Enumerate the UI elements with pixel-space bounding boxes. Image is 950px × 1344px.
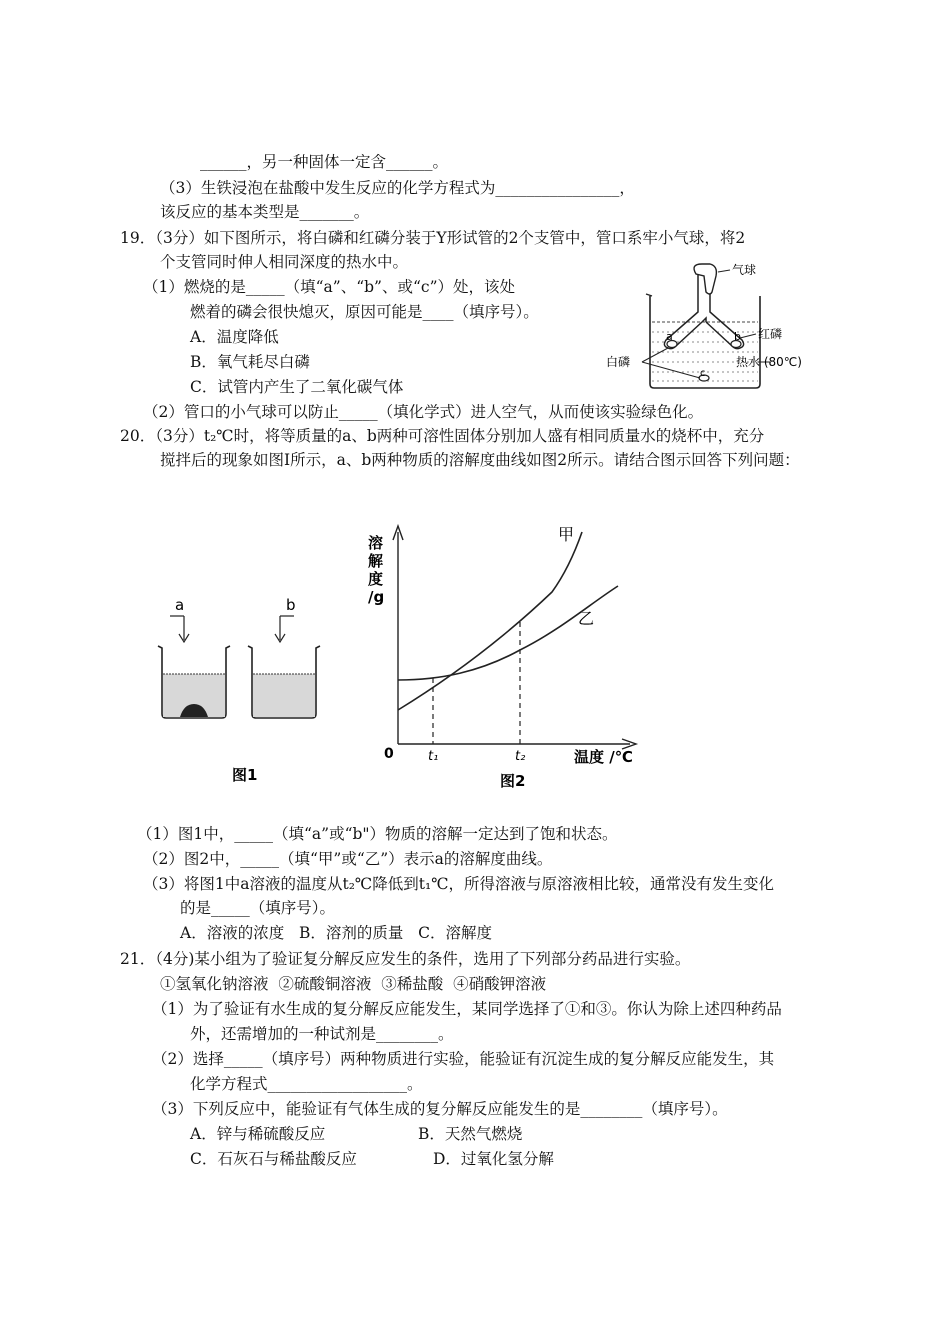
t1-label: t₁ xyxy=(428,749,439,764)
y-tube-apparatus-figure xyxy=(606,262,820,392)
origin-label: 0 xyxy=(384,746,394,762)
q20-part3-line1: （3）将图1中a溶液的温度从t₂℃降低到t₁℃，所得溶液与原溶液相比较，通常没有发生变化 xyxy=(143,875,775,893)
beaker-b-solution xyxy=(253,674,315,717)
q21-option-a: A．锌与稀硫酸反应 xyxy=(190,1125,326,1143)
q21-option-d: D．过氧化氢分解 xyxy=(433,1150,554,1168)
fig1-label-b: b xyxy=(286,596,296,614)
q18-blank-line: ______，另一种固体一定含______。 xyxy=(200,153,449,171)
q21-option-c: C．石灰石与稀盐酸反应 xyxy=(190,1150,357,1168)
q19-stem-line1: 19．（3分）如下图所示，将白磷和红磷分装于Y形试管的2个支管中，管口系牢小气球，将2 xyxy=(120,229,746,247)
y-label-1: 溶 xyxy=(368,534,384,552)
q19-option-c: C．试管内产生了二氧化碳气体 xyxy=(190,378,404,396)
q19-part1-line1: （1）燃烧的是_____（填“a”、“b”、或“c”）处，该处 xyxy=(143,278,516,296)
q18-part3-line1: （3）生铁浸泡在盐酸中发生反应的化学方程式为________________， xyxy=(160,179,635,197)
q21-part2-line1: （2）选择_____（填序号）两种物质进行实验，能验证有沉淀生成的复分解反应能发生，其 xyxy=(152,1050,775,1068)
red-phosphorus-label: 红磷 xyxy=(758,327,783,341)
q21-part3: （3）下列反应中，能验证有气体生成的复分解反应能发生的是________（填序号）。 xyxy=(152,1100,728,1118)
x-axis-label: 温度 /℃ xyxy=(574,748,633,766)
y-label-4: /g xyxy=(368,588,385,606)
q20-part2: （2）图2中，_____（填“甲”或“乙”）表示a的溶解度曲线。 xyxy=(143,850,553,868)
point-b-label: b xyxy=(734,330,741,343)
q20-stem-line1: 20．（3分）t₂℃时，将等质量的a、b两种可溶性固体分别加人盛有相同质量水的烧杯中，充分 xyxy=(120,427,765,445)
fig1-label-a: a xyxy=(175,596,185,614)
fig1-caption: 图1 xyxy=(232,766,258,784)
q19-option-b: B．氧气耗尽白磷 xyxy=(190,353,310,371)
q21-reagents: ①氢氧化钠溶液 ②硫酸铜溶液 ③稀盐酸 ④硝酸钾溶液 xyxy=(160,975,547,993)
figure-1-beakers xyxy=(150,590,330,790)
point-c-label: c xyxy=(700,368,706,379)
q21-part1-line2: 外，还需增加的一种试剂是________。 xyxy=(190,1025,454,1043)
q21-part2-line2: 化学方程式__________________。 xyxy=(190,1075,423,1093)
q21-part1-line1: （1）为了验证有水生成的复分解反应能发生，某同学选择了①和③。你认为除上述四种药品 xyxy=(152,1000,782,1018)
y-label-3: 度 xyxy=(368,570,384,588)
q19-part2: （2）管口的小气球可以防止_____（填化学式）进人空气，从而使该实验绿色化。 xyxy=(143,403,704,421)
figure-2-solubility-chart xyxy=(360,512,650,792)
q20-stem-line2: 搅拌后的现象如图I所示，a、b两种物质的溶解度曲线如图2所示。请结合图示回答下列问题： xyxy=(160,451,800,469)
fig2-caption: 图2 xyxy=(500,772,526,790)
point-a-label: a xyxy=(666,330,673,343)
q19-option-a: A．温度降低 xyxy=(190,328,279,346)
q20-part3-line2: 的是_____（填序号）。 xyxy=(180,899,336,917)
hot-water-label: 热水 (80℃) xyxy=(736,355,802,369)
y-shaped-test-tube xyxy=(664,272,743,349)
q18-part3-line2: 该反应的基本类型是_______。 xyxy=(160,203,370,221)
q19-stem-line2: 个支管同时伸人相同深度的热水中。 xyxy=(160,253,409,271)
balloon-label: 气球 xyxy=(732,263,757,277)
curve-jia xyxy=(398,532,582,710)
white-phosphorus-label: 白磷 xyxy=(606,355,631,369)
curve-yi xyxy=(398,586,618,680)
curve-yi-label: 乙 xyxy=(578,609,595,628)
curve-jia-label: 甲 xyxy=(558,525,575,544)
q19-part1-line2: 燃着的磷会很快熄灭，原因可能是____（填序号）。 xyxy=(190,303,539,321)
t2-label: t₂ xyxy=(515,749,526,764)
y-label-2: 解 xyxy=(368,552,384,570)
q20-options: A．溶液的浓度 B．溶剂的质量 C．溶解度 xyxy=(180,924,493,942)
q20-part1: （1）图1中，_____（填“a”或“b"）物质的溶解一定达到了饱和状态。 xyxy=(137,825,618,843)
q21-stem: 21．（4分)某小组为了验证复分解反应发生的条件，选用了下列部分药品进行实验。 xyxy=(120,950,691,968)
q21-option-b: B．天然气燃烧 xyxy=(418,1125,523,1143)
